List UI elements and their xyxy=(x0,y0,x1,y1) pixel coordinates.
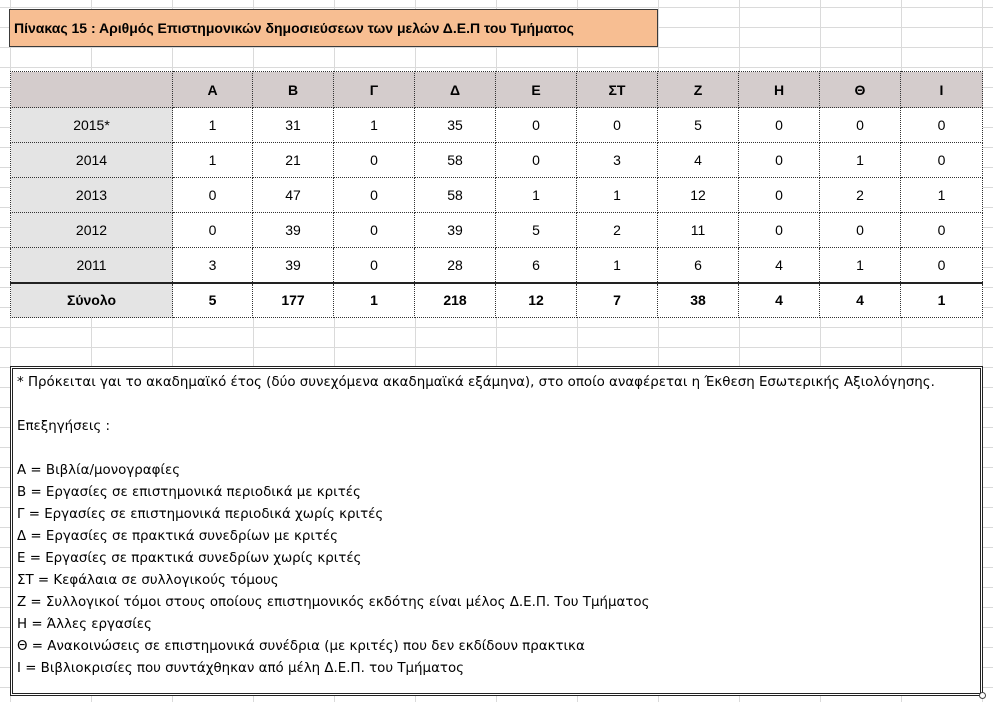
value-cell[interactable]: 47 xyxy=(253,178,334,213)
year-cell[interactable]: 2015* xyxy=(11,108,173,143)
value-cell[interactable]: 0 xyxy=(334,213,415,248)
value-cell[interactable]: 6 xyxy=(496,248,577,283)
value-cell[interactable]: 39 xyxy=(415,213,496,248)
value-cell[interactable]: 0 xyxy=(739,108,820,143)
header-cell-corner[interactable] xyxy=(11,72,173,108)
legend-item-E: Ε = Εργασίες σε πρακτικά συνεδρίων χωρίς κριτές xyxy=(17,551,362,566)
value-cell[interactable]: 1 xyxy=(820,143,901,178)
value-cell[interactable]: 1 xyxy=(173,143,253,178)
table-title[interactable] xyxy=(9,9,658,47)
value-cell[interactable]: 1 xyxy=(173,108,253,143)
total-cell[interactable]: 12 xyxy=(496,283,577,318)
year-cell[interactable]: 2013 xyxy=(11,178,173,213)
legend-item-B: Β = Εργασίες σε επιστημονικά περιοδικά με κριτές xyxy=(17,485,361,500)
textbox-resize-handle[interactable] xyxy=(979,692,986,699)
table-row xyxy=(11,143,983,178)
legend-item-Z: Ζ = Συλλογικοί τόμοι στους οποίους επιστημονικός εκδότης είναι μέλος Δ.Ε.Π. Του Τμήματος xyxy=(17,595,650,610)
value-cell[interactable]: 31 xyxy=(253,108,334,143)
year-cell[interactable]: 2012 xyxy=(11,213,173,248)
legend-item-ST: ΣΤ = Κεφάλαια σε συλλογικούς τόμους xyxy=(17,573,279,588)
value-cell[interactable]: 0 xyxy=(820,108,901,143)
value-cell[interactable]: 4 xyxy=(658,143,739,178)
value-cell[interactable]: 5 xyxy=(496,213,577,248)
value-cell[interactable]: 2 xyxy=(820,178,901,213)
explanations-heading: Επεξηγήσεις : xyxy=(17,419,111,434)
table-title-text: Πίνακας 15 : Αριθμός Επιστημονικών δημοσιεύσεων των μελών Δ.Ε.Π του Τμήματος xyxy=(14,20,574,36)
value-cell[interactable]: 39 xyxy=(253,213,334,248)
header-cell-B[interactable]: Β xyxy=(253,72,334,108)
blank-line xyxy=(17,394,976,416)
value-cell[interactable]: 2 xyxy=(577,213,658,248)
value-cell[interactable]: 0 xyxy=(901,108,983,143)
year-cell[interactable]: 2011 xyxy=(11,248,173,283)
header-cell-H[interactable]: Η xyxy=(739,72,820,108)
value-cell[interactable]: 4 xyxy=(739,248,820,283)
value-cell[interactable]: 58 xyxy=(415,178,496,213)
header-cell-TH[interactable]: Θ xyxy=(820,72,901,108)
total-cell[interactable]: 1 xyxy=(901,283,983,318)
total-cell[interactable]: 7 xyxy=(577,283,658,318)
table-row xyxy=(11,108,983,143)
legend-item-TH: Θ = Ανακοινώσεις σε επιστημονικά συνέδρια (με κριτές) που δεν εκδίδουν πρακτικα xyxy=(17,639,585,654)
value-cell[interactable]: 0 xyxy=(739,178,820,213)
value-cell[interactable]: 6 xyxy=(658,248,739,283)
value-cell[interactable]: 0 xyxy=(334,143,415,178)
total-row xyxy=(11,283,983,318)
value-cell[interactable]: 12 xyxy=(658,178,739,213)
value-cell[interactable]: 21 xyxy=(253,143,334,178)
header-cell-D[interactable]: Δ xyxy=(415,72,496,108)
legend-item-G: Γ = Εργασίες σε επιστημονικά περιοδικά χωρίς κριτές xyxy=(17,507,384,522)
value-cell[interactable]: 0 xyxy=(173,213,253,248)
value-cell[interactable]: 5 xyxy=(658,108,739,143)
notes-text-box[interactable] xyxy=(10,366,983,696)
year-cell[interactable]: 2014 xyxy=(11,143,173,178)
value-cell[interactable]: 0 xyxy=(577,108,658,143)
value-cell[interactable]: 0 xyxy=(334,248,415,283)
header-cell-ST[interactable]: ΣΤ xyxy=(577,72,658,108)
value-cell[interactable]: 0 xyxy=(901,248,983,283)
value-cell[interactable]: 1 xyxy=(820,248,901,283)
value-cell[interactable]: 3 xyxy=(173,248,253,283)
table-row xyxy=(11,178,983,213)
value-cell[interactable]: 35 xyxy=(415,108,496,143)
total-cell[interactable]: 5 xyxy=(173,283,253,318)
value-cell[interactable]: 0 xyxy=(334,178,415,213)
legend-item-H: Η = Άλλες εργασίες xyxy=(17,617,152,632)
header-cell-A[interactable]: Α xyxy=(173,72,253,108)
value-cell[interactable]: 11 xyxy=(658,213,739,248)
value-cell[interactable]: 39 xyxy=(253,248,334,283)
total-cell[interactable]: 177 xyxy=(253,283,334,318)
value-cell[interactable]: 0 xyxy=(496,143,577,178)
header-cell-G[interactable]: Γ xyxy=(334,72,415,108)
value-cell[interactable]: 1 xyxy=(496,178,577,213)
total-cell[interactable]: 1 xyxy=(334,283,415,318)
value-cell[interactable]: 0 xyxy=(739,143,820,178)
legend-item-D: Δ = Εργασίες σε πρακτικά συνεδρίων με κριτές xyxy=(17,529,339,544)
total-cell[interactable]: 4 xyxy=(739,283,820,318)
table-row xyxy=(11,213,983,248)
header-cell-I[interactable]: Ι xyxy=(901,72,983,108)
legend-item-A: Α = Βιβλία/μονογραφίες xyxy=(17,463,181,478)
value-cell[interactable]: 3 xyxy=(577,143,658,178)
total-label-cell[interactable]: Σύνολο xyxy=(11,283,173,318)
blank-line xyxy=(17,438,976,460)
value-cell[interactable]: 0 xyxy=(173,178,253,213)
value-cell[interactable]: 0 xyxy=(739,213,820,248)
value-cell[interactable]: 0 xyxy=(820,213,901,248)
value-cell[interactable]: 0 xyxy=(901,143,983,178)
table-row xyxy=(11,248,983,283)
publications-table xyxy=(10,71,983,318)
value-cell[interactable]: 0 xyxy=(496,108,577,143)
header-row xyxy=(11,72,983,108)
total-cell[interactable]: 38 xyxy=(658,283,739,318)
value-cell[interactable]: 1 xyxy=(901,178,983,213)
value-cell[interactable]: 1 xyxy=(334,108,415,143)
value-cell[interactable]: 58 xyxy=(415,143,496,178)
total-cell[interactable]: 218 xyxy=(415,283,496,318)
value-cell[interactable]: 0 xyxy=(901,213,983,248)
value-cell[interactable]: 1 xyxy=(577,248,658,283)
total-cell[interactable]: 4 xyxy=(820,283,901,318)
header-cell-Z[interactable]: Ζ xyxy=(658,72,739,108)
legend-item-I: Ι = Βιβλιοκρισίες που συντάχθηκαν από μέλη Δ.Ε.Π. του Τμήματος xyxy=(17,661,465,676)
value-cell[interactable]: 1 xyxy=(577,178,658,213)
header-cell-E[interactable]: Ε xyxy=(496,72,577,108)
value-cell[interactable]: 28 xyxy=(415,248,496,283)
footnote-text: * Πρόκειται γαι το ακαδημαϊκό έτος (δύο συνεχόμενα ακαδημαϊκά εξάμηνα), στο οποίο αναφέρεται η Έκθεση Εσωτερικής Αξιολόγησης. xyxy=(17,375,935,390)
